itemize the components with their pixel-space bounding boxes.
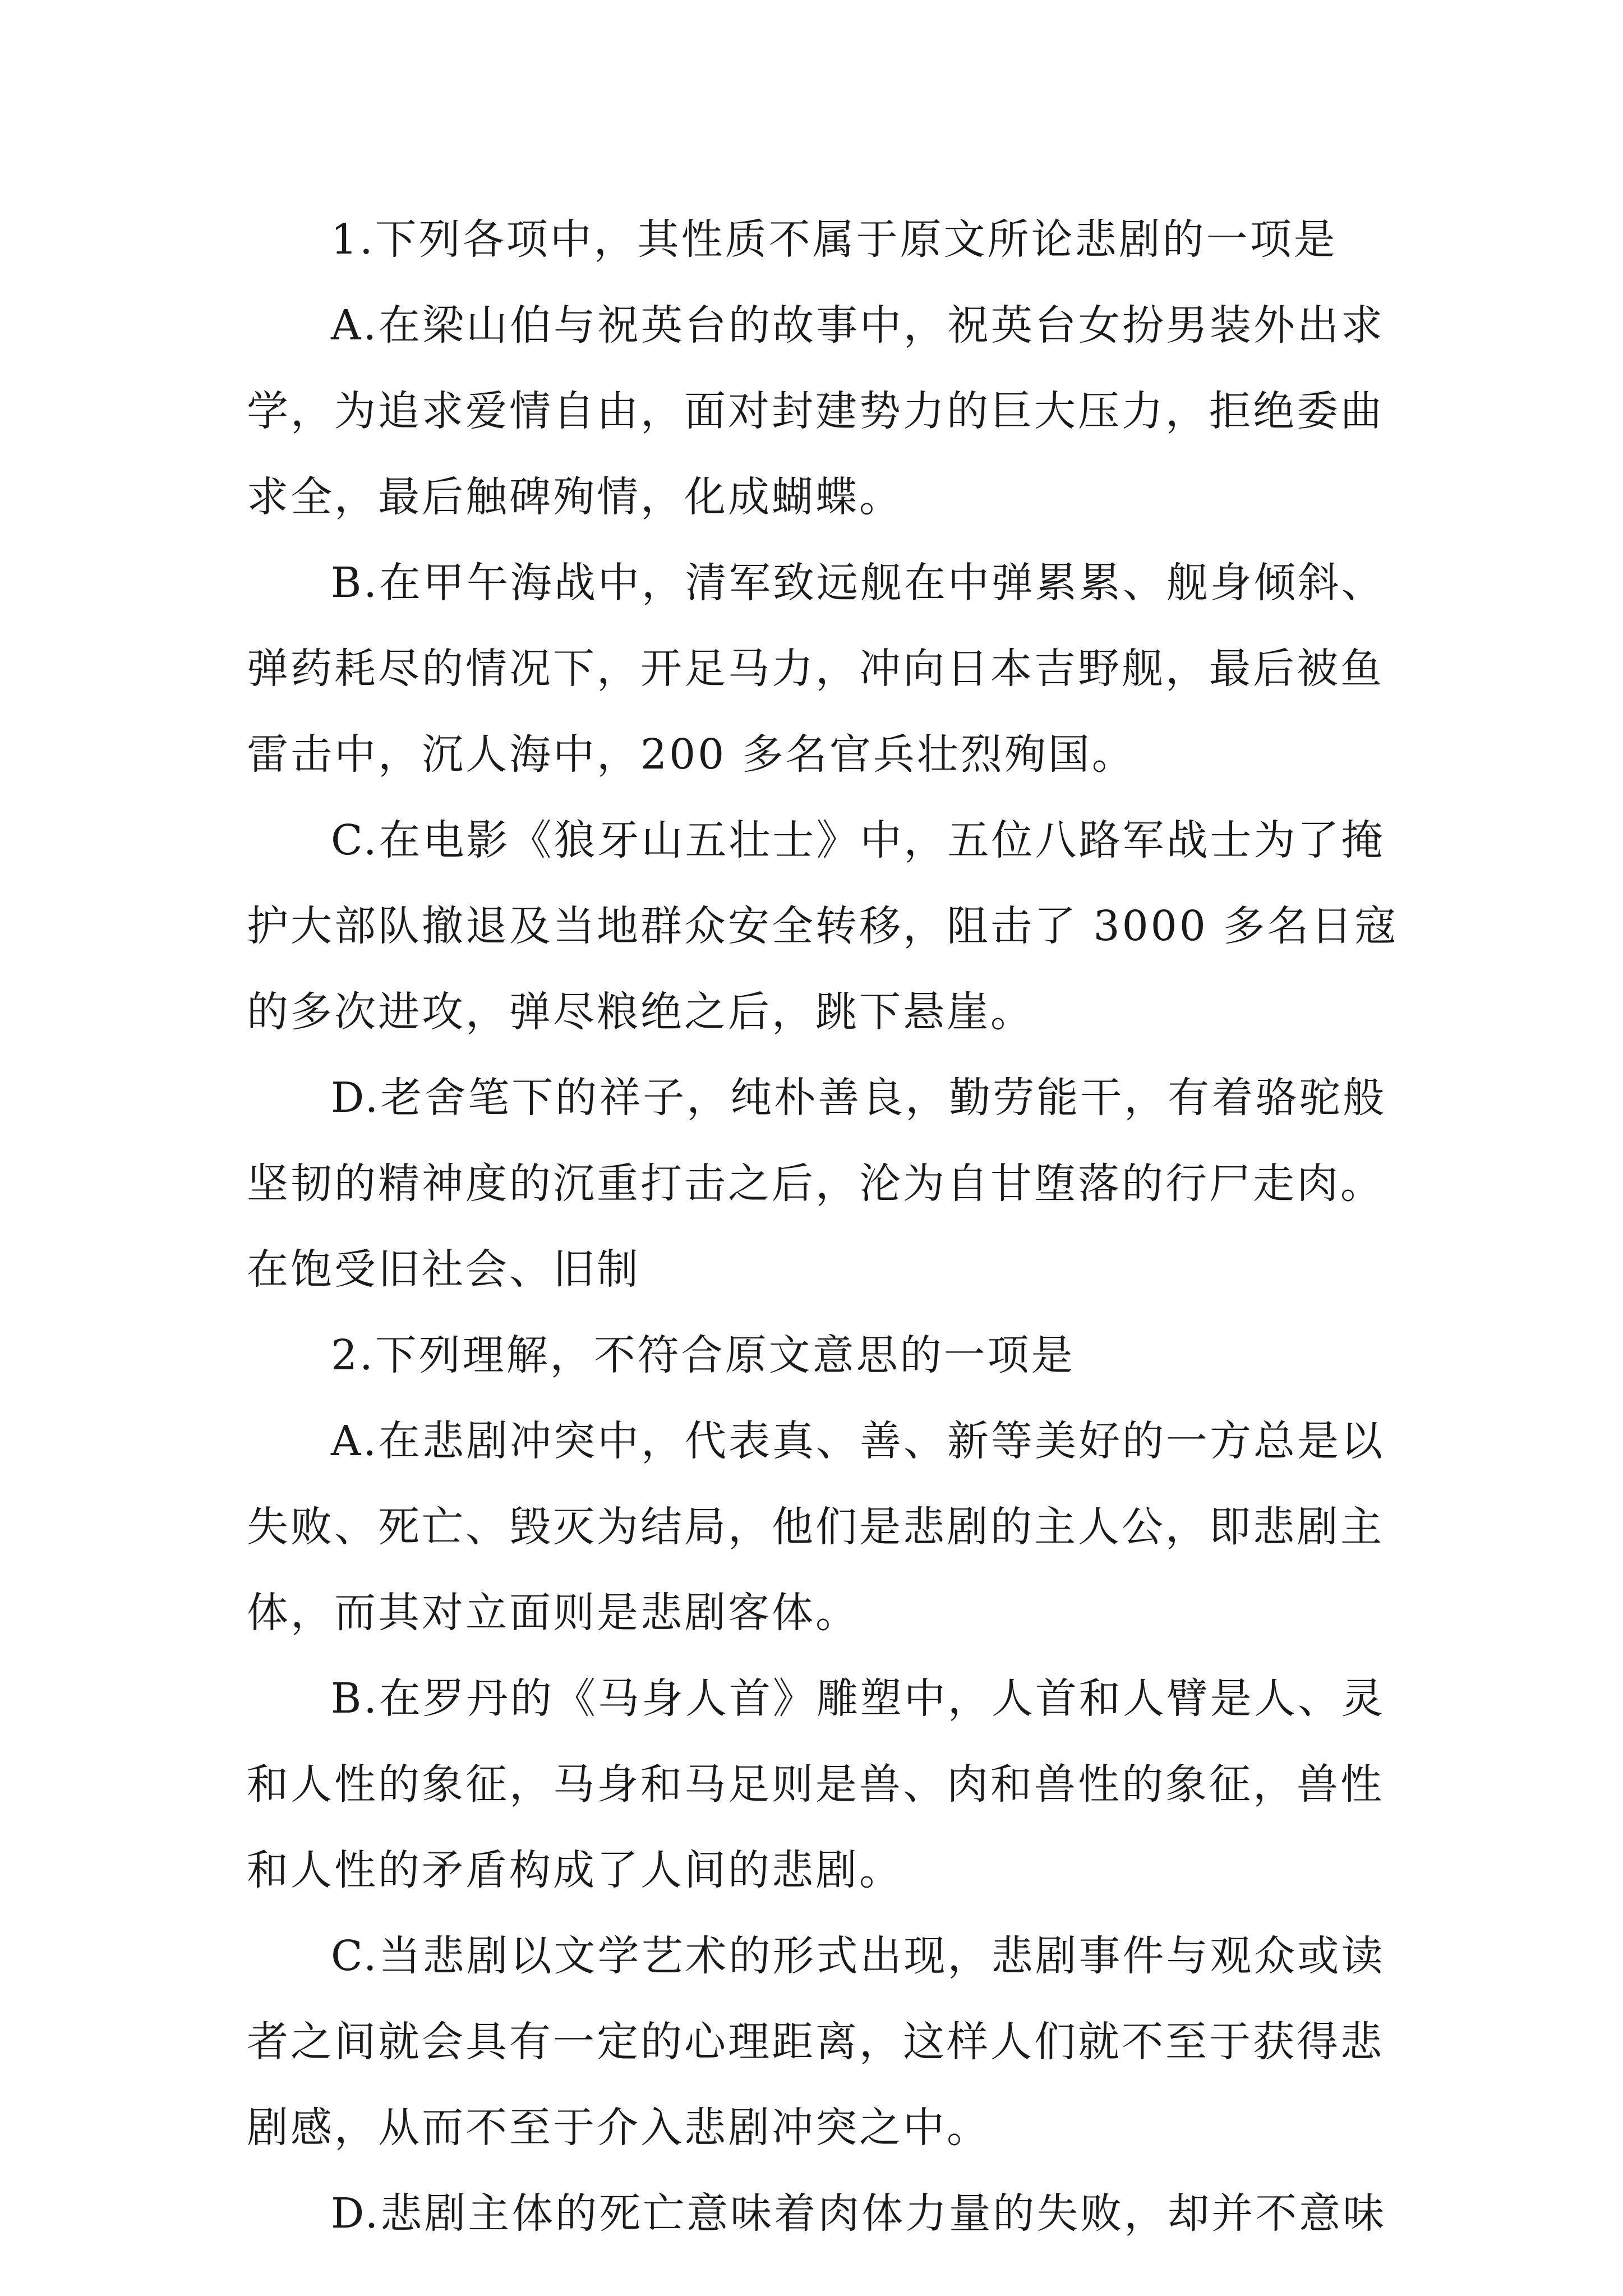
question-1-stem: 1.下列各项中，其性质不属于原文所论悲剧的一项是 — [331, 215, 1338, 264]
question-1-option-b-line-1: B.在甲午海战中，清军致远舰在中弹累累、舰身倾斜、 — [331, 559, 1385, 607]
question-1-option-a-line-1: A.在梁山伯与祝英台的故事中，祝英台女扮男装外出求 — [331, 301, 1385, 349]
question-1-option-c-line-3: 的多次进攻，弹尽粮绝之后，跳下悬崖。 — [247, 988, 1034, 1036]
question-2-option-b-line-2: 和人性的象征，马身和马足则是兽、肉和兽性的象征，兽性 — [247, 1760, 1384, 1809]
question-2-option-c-line-1: C.当悲剧以文学艺术的形式出现，悲剧事件与观众或读 — [331, 1932, 1385, 1980]
question-2-option-c-line-2: 者之间就会具有一定的心理距离，这样人们就不至于获得悲 — [247, 2018, 1384, 2066]
question-1-option-b-line-3: 雷击中，沉人海中，200 多名官兵壮烈殉国。 — [247, 730, 1136, 779]
question-2-option-b-line-1: B.在罗丹的《马身人首》雕塑中，人首和人臂是人、灵 — [331, 1674, 1385, 1723]
question-2-option-b-line-3: 和人性的矛盾构成了人间的悲剧。 — [247, 1846, 903, 1894]
question-1-option-a-line-3: 求全，最后触碑殉情，化成蝴蝶。 — [247, 473, 903, 521]
question-2-option-a-line-3: 体，而其对立面则是悲剧客体。 — [247, 1589, 859, 1637]
question-2-option-d-line-1: D.悲剧主体的死亡意味着肉体力量的失败，却并不意味 — [331, 2189, 1387, 2238]
question-2-option-a-line-2: 失败、死亡、毁灭为结局，他们是悲剧的主人公，即悲剧主 — [247, 1503, 1384, 1551]
question-1-option-b-line-2: 弹药耗尽的情况下，开足马力，冲向日本吉野舰，最后被鱼 — [247, 645, 1384, 693]
question-2-option-a-line-1: A.在悲剧冲突中，代表真、善、新等美好的一方总是以 — [331, 1417, 1385, 1465]
question-1-option-d-line-1: D.老舍笔下的祥子，纯朴善良，勤劳能干，有着骆驼般 — [331, 1074, 1387, 1122]
question-2-option-c-line-3: 剧感，从而不至于介入悲剧冲突之中。 — [247, 2104, 990, 2152]
question-1-option-c-line-2: 护大部队撤退及当地群众安全转移，阻击了 3000 多名日寇 — [247, 902, 1399, 950]
question-1-option-a-line-2: 学，为追求爱情自由，面对封建势力的巨大压力，拒绝委曲 — [247, 387, 1384, 435]
question-1-option-c-line-1: C.在电影《狼牙山五壮士》中，五位八路军战士为了掩 — [331, 816, 1385, 864]
question-1-option-d-line-2: 坚韧的精神度的沉重打击之后，沦为自甘堕落的行尸走肉。 — [247, 1159, 1384, 1208]
question-2-stem: 2.下列理解，不符合原文意思的一项是 — [331, 1331, 1075, 1379]
question-1-option-d-line-3: 在饱受旧社会、旧制 — [247, 1245, 640, 1294]
